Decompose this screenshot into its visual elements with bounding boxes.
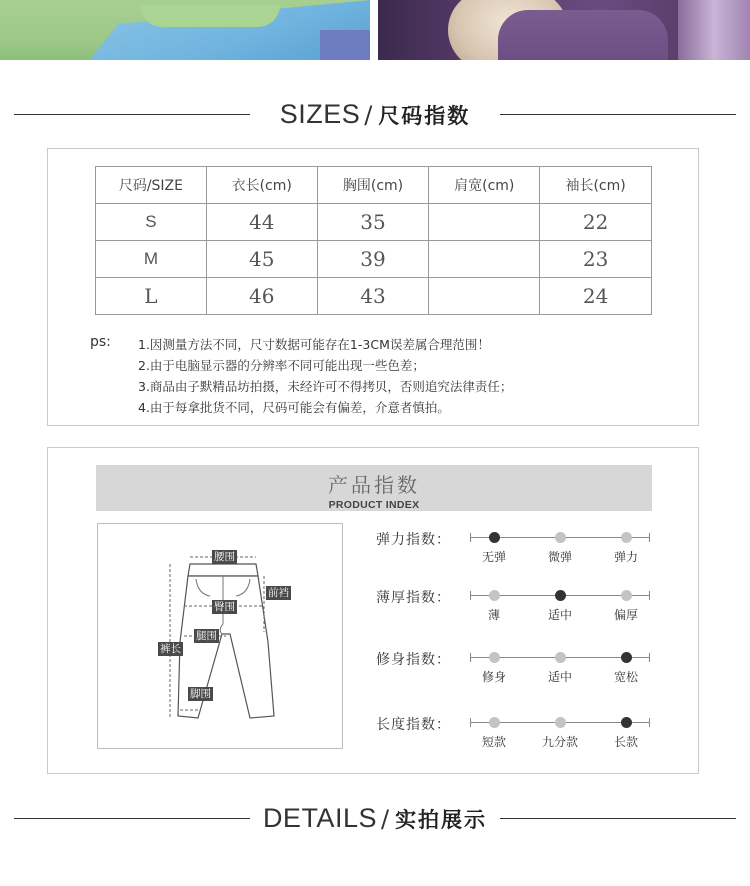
details-heading — [0, 803, 750, 833]
header-sleeve: 袖长(cm) — [540, 167, 652, 204]
cell-sleeve: 22 — [540, 204, 652, 241]
cell-sleeve: 24 — [540, 278, 652, 315]
front-rise-tag: 前裆 — [268, 587, 289, 599]
cell-sleeve: 23 — [540, 241, 652, 278]
idx-option: 宽松 — [613, 670, 639, 684]
idx-dot-2 — [621, 717, 632, 728]
idx-dot-2 — [621, 590, 632, 601]
size-table-header-row — [96, 167, 652, 204]
idx-option: 微弹 — [547, 550, 573, 564]
header-chest: 胸围(cm) — [317, 167, 429, 204]
cell-size: S — [96, 204, 207, 241]
sizes-title-zh: 尺码指数 — [378, 103, 471, 128]
cell-size: L — [96, 278, 207, 315]
idx-dot-0 — [489, 532, 500, 543]
size-table — [95, 166, 652, 315]
cell-length: 46 — [206, 278, 317, 315]
idx-option: 修身 — [481, 670, 507, 684]
table-row — [96, 241, 652, 278]
cell-size: M — [96, 241, 207, 278]
idx-track-end — [470, 533, 471, 542]
idx-option: 薄 — [487, 608, 501, 622]
header-shoulder: 肩宽(cm) — [429, 167, 540, 204]
note-item: 1.因测量方法不同，尺寸数据可能存在1-3CM误差属合理范围！ — [138, 337, 490, 352]
idx-option: 长款 — [613, 735, 639, 749]
idx-option: 偏厚 — [613, 608, 639, 622]
thigh-tag: 腿围 — [196, 630, 217, 642]
leg-opening-tag: 脚围 — [190, 688, 211, 700]
cell-chest: 35 — [317, 204, 429, 241]
idx-dot-1 — [555, 652, 566, 663]
idx-track-end — [470, 653, 471, 662]
idx-label: 修身指数： — [376, 652, 451, 668]
cell-length: 45 — [206, 241, 317, 278]
cell-shoulder — [429, 241, 540, 278]
idx-option: 无弹 — [481, 550, 507, 564]
sizes-title-slash: / — [364, 100, 373, 129]
header-length: 衣长(cm) — [206, 167, 317, 204]
product-index-title-zh: 产品指数 — [328, 473, 420, 497]
idx-label: 薄厚指数： — [376, 590, 451, 606]
notes-prefix: ps: — [90, 334, 111, 350]
idx-dot-0 — [489, 590, 500, 601]
note-item: 4.由于每拿批货不同，尺码可能会有偏差，介意者慎拍。 — [138, 400, 450, 415]
idx-option: 九分款 — [541, 735, 579, 749]
cell-shoulder — [429, 278, 540, 315]
idx-label: 弹力指数： — [376, 532, 451, 548]
hip-tag: 臀围 — [214, 601, 235, 613]
waist-tag: 腰围 — [214, 551, 235, 563]
product-index-title-en: PRODUCT INDEX — [328, 499, 420, 511]
details-title-slash: / — [380, 804, 390, 833]
details-title-zh: 实拍展示 — [395, 807, 488, 832]
product-photo-right — [378, 0, 750, 60]
fit-index-row — [376, 649, 666, 689]
cell-chest: 43 — [317, 278, 429, 315]
note-item: 2.由于电脑显示器的分辨率不同可能出现一些色差； — [138, 358, 425, 373]
pants-length-tag: 裤长 — [160, 643, 181, 655]
cell-length: 44 — [206, 204, 317, 241]
idx-label: 长度指数： — [376, 717, 451, 733]
idx-dot-1 — [555, 532, 566, 543]
idx-dot-0 — [489, 652, 500, 663]
note-item: 3.商品由子默精品坊拍摄，未经许可不得拷贝，否则追究法律责任； — [138, 379, 513, 394]
elasticity-index-row — [376, 529, 666, 569]
idx-track-end — [649, 718, 650, 727]
idx-dot-2 — [621, 532, 632, 543]
product-photo-left — [0, 0, 370, 60]
idx-dot-2 — [621, 652, 632, 663]
idx-option: 弹力 — [613, 550, 639, 564]
product-index-banner — [96, 465, 652, 511]
idx-dot-0 — [489, 717, 500, 728]
product-index-panel — [47, 447, 699, 774]
size-panel — [47, 148, 699, 426]
idx-track-end — [470, 718, 471, 727]
table-row — [96, 204, 652, 241]
pants-measurement-diagram — [97, 523, 343, 749]
idx-dot-1 — [555, 717, 566, 728]
cell-chest: 39 — [317, 241, 429, 278]
idx-dot-1 — [555, 590, 566, 601]
details-title-en: DETAILS — [262, 802, 377, 833]
idx-track-end — [649, 591, 650, 600]
cell-shoulder — [429, 204, 540, 241]
length-index-row — [376, 714, 666, 754]
product-photo-strip — [0, 0, 750, 60]
idx-option: 适中 — [547, 670, 573, 684]
idx-option: 短款 — [481, 735, 507, 749]
sizes-heading — [0, 99, 750, 129]
idx-option: 适中 — [547, 608, 573, 622]
thickness-index-row — [376, 587, 666, 627]
idx-track-end — [649, 653, 650, 662]
table-row — [96, 278, 652, 315]
header-size: 尺码/SIZE — [96, 167, 207, 204]
notes-list — [138, 335, 658, 419]
idx-track-end — [649, 533, 650, 542]
sizes-title-en: SIZES — [279, 98, 361, 129]
idx-track-end — [470, 591, 471, 600]
